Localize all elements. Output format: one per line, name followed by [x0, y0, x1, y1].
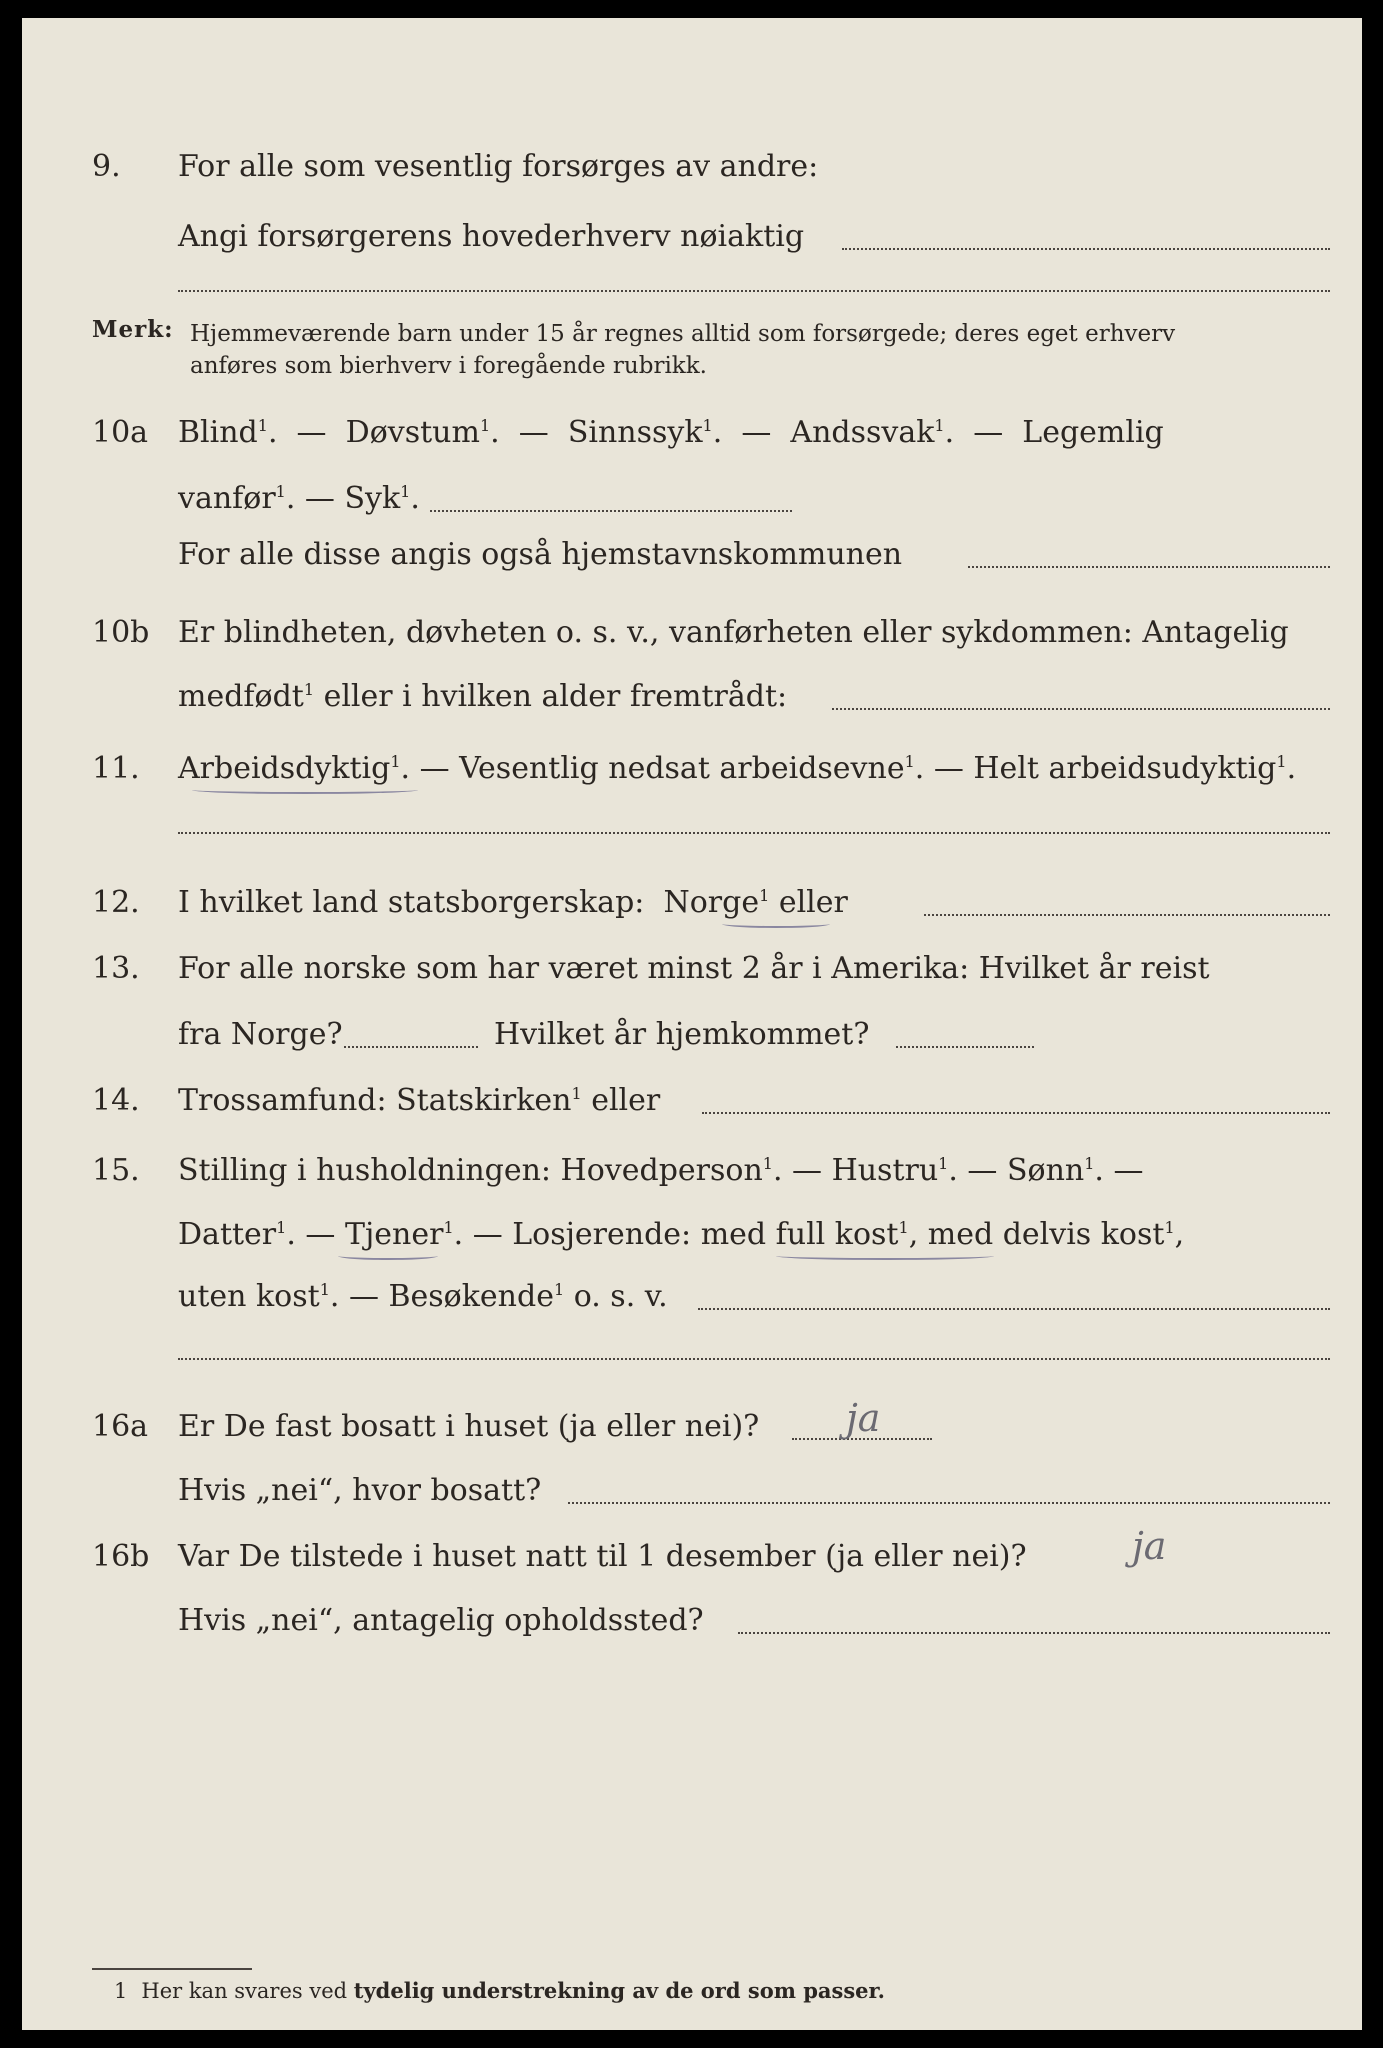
question-text: For alle norske som har været minst 2 år i Amerika: Hvilket år reist — [178, 951, 1210, 986]
pencil-underline — [192, 786, 418, 794]
question-number: 15. — [92, 1153, 140, 1188]
question-text: medfødt$^1$ eller i hvilken alder fremtrådt: — [178, 679, 788, 714]
answer-line[interactable] — [344, 1046, 478, 1048]
question-text: Var De tilstede i huset natt til 1 desember (ja eller nei)? — [178, 1539, 1027, 1574]
question-number: 16b — [92, 1539, 150, 1574]
answer-line[interactable] — [698, 1308, 1330, 1310]
question-10a-line-3 — [22, 532, 1362, 578]
handwritten-answer: ja — [846, 1396, 881, 1440]
question-number: 10b — [92, 615, 150, 650]
question-text: Blind$^1$. — Døvstum$^1$. — Sinnssyk$^1$. — Andssvak$^1$. — Legemlig — [178, 415, 1164, 450]
question-number: 9. — [92, 149, 121, 184]
question-number: 11. — [92, 751, 140, 786]
question-text: For alle som vesentlig forsørges av andre: — [178, 149, 819, 184]
handwritten-answer: ja — [1132, 1524, 1167, 1568]
answer-line[interactable] — [178, 1358, 1330, 1360]
question-13 — [22, 946, 1362, 992]
answer-line[interactable] — [842, 248, 1330, 250]
question-number: 10a — [92, 415, 149, 450]
question-number: 16a — [92, 1409, 149, 1444]
question-text: Arbeidsdyktig$^1$. — Vesentlig nedsat arbeidsevne$^1$. — Helt arbeidsudyktig$^1$. — [178, 751, 1297, 786]
question-text: I hvilket land statsborgerskap: Norge$^1$ eller — [178, 885, 848, 920]
question-text: Hvilket år hjemkommet? — [494, 1017, 870, 1052]
footnote-rule — [92, 1968, 252, 1970]
question-text: Er blindheten, døvheten o. s. v., vanførheten eller sykdommen: Antagelig — [178, 615, 1289, 650]
merk-note — [190, 318, 1340, 382]
pencil-underline — [776, 1252, 994, 1260]
answer-line[interactable] — [568, 1502, 1330, 1504]
question-10b-line-2 — [22, 674, 1362, 720]
question-15 — [22, 1148, 1362, 1194]
question-15-line-3 — [22, 1274, 1362, 1320]
question-9-line-2 — [22, 214, 1362, 260]
merk-line: Hjemmeværende barn under 15 år regnes alltid som forsørgede; deres eget erhverv — [190, 321, 1176, 347]
footnote-text-bold: tydelig understrekning av de ord som passer. — [353, 1978, 885, 2003]
question-text: Hvis „nei“, antagelig opholdssted? — [178, 1603, 704, 1638]
question-text: Hvis „nei“, hvor bosatt? — [178, 1473, 542, 1508]
question-12 — [22, 880, 1362, 926]
footnote-mark: 1 — [114, 1979, 128, 2003]
question-text: Datter$^1$. — Tjener$^1$. — Losjerende: med full kost$^1$, med delvis kost$^1$, — [178, 1217, 1185, 1252]
question-15-line-2 — [22, 1212, 1362, 1258]
question-16a — [22, 1404, 1362, 1450]
merk-label: Merk: — [92, 316, 174, 343]
answer-line[interactable] — [896, 1046, 1034, 1048]
question-text: Angi forsørgerens hovederhverv nøiaktig — [178, 219, 805, 254]
question-number: 13. — [92, 951, 140, 986]
question-16b-line-2 — [22, 1598, 1362, 1644]
question-text: fra Norge? — [178, 1017, 343, 1052]
question-10a — [22, 410, 1362, 456]
question-13-line-2 — [22, 1012, 1362, 1058]
footnote-text: Her kan svares ved — [141, 1979, 348, 2003]
answer-line[interactable] — [430, 510, 792, 512]
pencil-underline — [338, 1252, 438, 1260]
footnote — [114, 1978, 885, 2003]
census-form-page — [22, 18, 1362, 2030]
question-text: Er De fast bosatt i huset (ja eller nei)? — [178, 1409, 760, 1444]
question-16a-line-2 — [22, 1468, 1362, 1514]
question-text: Trossamfund: Statskirken$^1$ eller — [178, 1083, 661, 1118]
answer-line[interactable] — [738, 1632, 1330, 1634]
question-9 — [22, 144, 1362, 190]
question-text: Stilling i husholdningen: Hovedperson$^1$. — Hustru$^1$. — Sønn$^1$. — — [178, 1153, 1144, 1188]
answer-line[interactable] — [178, 832, 1330, 834]
answer-line[interactable] — [832, 708, 1330, 710]
answer-line[interactable] — [924, 914, 1330, 916]
answer-line[interactable] — [702, 1112, 1330, 1114]
question-number: 14. — [92, 1083, 140, 1118]
question-14 — [22, 1078, 1362, 1124]
answer-line[interactable] — [968, 566, 1330, 568]
merk-line: anføres som bierhverv i foregående rubrikk. — [190, 353, 707, 379]
question-text: uten kost$^1$. — Besøkende$^1$ o. s. v. — [178, 1279, 668, 1314]
question-10b — [22, 610, 1362, 656]
answer-line[interactable] — [178, 290, 1330, 292]
question-10a-line-2 — [22, 476, 1362, 522]
question-text: vanfør$^1$. — Syk$^1$. — [178, 481, 420, 516]
question-text: For alle disse angis også hjemstavnskommunen — [178, 537, 903, 572]
pencil-underline — [722, 920, 830, 928]
question-number: 12. — [92, 885, 140, 920]
